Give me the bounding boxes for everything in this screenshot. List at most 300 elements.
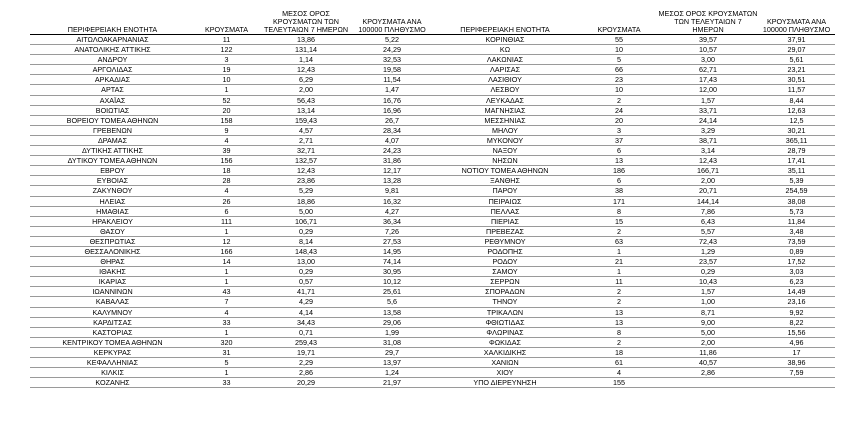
cases-cell: 24 — [580, 105, 658, 115]
cases-table-left — [30, 4, 430, 388]
table-row — [430, 125, 835, 135]
avg7-cell: 12,43 — [658, 156, 758, 166]
avg7-cell: 132,57 — [258, 156, 354, 166]
table-row — [30, 65, 430, 75]
avg7-cell: 12,00 — [658, 85, 758, 95]
region-cell: ΚΟΖΑΝΗΣ — [30, 378, 195, 388]
avg7-cell: 144,14 — [658, 196, 758, 206]
table-row — [430, 176, 835, 186]
cases-cell: 21 — [580, 257, 658, 267]
region-cell: ΠΕΛΛΑΣ — [430, 206, 580, 216]
header-cases: ΚΡΟΥΣΜΑΤΑ — [195, 4, 258, 35]
cases-cell: 8 — [580, 206, 658, 216]
table-body-right — [430, 35, 835, 388]
avg7-cell: 38,71 — [658, 135, 758, 145]
table-row — [30, 75, 430, 85]
table-row — [30, 246, 430, 256]
region-cell: ΗΛΕΙΑΣ — [30, 196, 195, 206]
table-row — [430, 246, 835, 256]
avg7-cell: 6,29 — [258, 75, 354, 85]
cases-cell: 171 — [580, 196, 658, 206]
avg7-cell — [658, 378, 758, 388]
per100k-cell: 31,08 — [354, 337, 430, 347]
region-cell: ΠΕΙΡΑΙΩΣ — [430, 196, 580, 206]
region-cell: ΦΛΩΡΙΝΑΣ — [430, 327, 580, 337]
table-row — [430, 317, 835, 327]
region-cell: ΛΕΥΚΑΔΑΣ — [430, 95, 580, 105]
per100k-cell: 27,53 — [354, 236, 430, 246]
avg7-cell: 33,71 — [658, 105, 758, 115]
table-row — [30, 226, 430, 236]
table-row — [430, 206, 835, 216]
cases-cell: 2 — [580, 226, 658, 236]
table-row — [30, 368, 430, 378]
avg7-cell: 39,57 — [658, 35, 758, 45]
avg7-cell: 159,43 — [258, 115, 354, 125]
per100k-cell: 5,39 — [758, 176, 835, 186]
region-cell: ΚΑΒΑΛΑΣ — [30, 297, 195, 307]
table-body-left — [30, 35, 430, 388]
avg7-cell: 2,00 — [658, 176, 758, 186]
table-row — [30, 196, 430, 206]
cases-cell: 1 — [580, 267, 658, 277]
region-cell: ΚΟΡΙΝΘΙΑΣ — [430, 35, 580, 45]
region-cell: ΚΕΦΑΛΛΗΝΙΑΣ — [30, 358, 195, 368]
avg7-cell: 1,00 — [658, 297, 758, 307]
per100k-cell: 1,99 — [354, 327, 430, 337]
per100k-cell: 9,92 — [758, 307, 835, 317]
avg7-cell: 2,86 — [258, 368, 354, 378]
avg7-cell: 2,29 — [258, 358, 354, 368]
region-cell: ΚΕΡΚΥΡΑΣ — [30, 347, 195, 357]
region-cell: ΙΘΑΚΗΣ — [30, 267, 195, 277]
table-row — [430, 226, 835, 236]
per100k-cell — [758, 378, 835, 388]
table-row — [430, 327, 835, 337]
table-row — [30, 45, 430, 55]
cases-cell: 4 — [580, 368, 658, 378]
region-cell: ΖΑΚΥΝΘΟΥ — [30, 186, 195, 196]
cases-cell: 156 — [195, 156, 258, 166]
avg7-cell: 41,71 — [258, 287, 354, 297]
avg7-cell: 148,43 — [258, 246, 354, 256]
avg7-cell: 4,29 — [258, 297, 354, 307]
header-avg7: ΜΕΣΟΣ ΟΡΟΣ ΚΡΟΥΣΜΑΤΩΝ ΤΩΝ ΤΕΛΕΥΤΑΙΩΝ 7 ΗΜΕΡΩΝ — [658, 4, 758, 35]
region-cell: ΔΡΑΜΑΣ — [30, 135, 195, 145]
table-row — [430, 307, 835, 317]
region-cell: ΒΟΙΩΤΙΑΣ — [30, 105, 195, 115]
table-row — [430, 347, 835, 357]
per100k-cell: 0,89 — [758, 246, 835, 256]
avg7-cell: 12,43 — [258, 166, 354, 176]
cases-cell: 63 — [580, 236, 658, 246]
per100k-cell: 23,21 — [758, 65, 835, 75]
cases-cell: 2 — [580, 95, 658, 105]
cases-cell: 320 — [195, 337, 258, 347]
avg7-cell: 3,14 — [658, 146, 758, 156]
avg7-cell: 0,57 — [258, 277, 354, 287]
per100k-cell: 10,12 — [354, 277, 430, 287]
cases-cell: 11 — [580, 277, 658, 287]
region-cell: ΑΧΑΪΑΣ — [30, 95, 195, 105]
avg7-cell: 7,86 — [658, 206, 758, 216]
per100k-cell: 11,54 — [354, 75, 430, 85]
header-per100k: ΚΡΟΥΣΜΑΤΑ ΑΝΑ 100000 ΠΛΗΘΥΣΜΟ — [354, 4, 430, 35]
avg7-cell: 23,86 — [258, 176, 354, 186]
table-row — [430, 287, 835, 297]
region-cell: ΑΙΤΩΛΟΑΚΑΡΝΑΝΙΑΣ — [30, 35, 195, 45]
table-row — [430, 105, 835, 115]
avg7-cell: 32,71 — [258, 146, 354, 156]
per100k-cell: 16,96 — [354, 105, 430, 115]
region-cell: ΛΑΡΙΣΑΣ — [430, 65, 580, 75]
header-cases: ΚΡΟΥΣΜΑΤΑ — [580, 4, 658, 35]
region-cell: ΛΕΣΒΟΥ — [430, 85, 580, 95]
region-cell: ΔΥΤΙΚΗΣ ΑΤΤΙΚΗΣ — [30, 146, 195, 156]
per100k-cell: 12,17 — [354, 166, 430, 176]
region-cell: ΘΑΣΟΥ — [30, 226, 195, 236]
cases-cell: 14 — [195, 257, 258, 267]
cases-cell: 3 — [580, 125, 658, 135]
avg7-cell: 1,29 — [658, 246, 758, 256]
table-row — [30, 307, 430, 317]
per100k-cell: 32,53 — [354, 55, 430, 65]
cases-cell: 43 — [195, 287, 258, 297]
cases-cell: 18 — [195, 166, 258, 176]
avg7-cell: 106,71 — [258, 216, 354, 226]
cases-cell: 4 — [195, 186, 258, 196]
cases-cell: 28 — [195, 176, 258, 186]
cases-cell: 6 — [195, 206, 258, 216]
per100k-cell: 37,91 — [758, 35, 835, 45]
cases-cell: 39 — [195, 146, 258, 156]
per100k-cell: 29,07 — [758, 45, 835, 55]
avg7-cell: 166,71 — [658, 166, 758, 176]
table-row — [430, 196, 835, 206]
region-cell: ΥΠΟ ΔΙΕΡΕΥΝΗΣΗ — [430, 378, 580, 388]
region-cell: ΦΘΙΩΤΙΔΑΣ — [430, 317, 580, 327]
per100k-cell: 16,32 — [354, 196, 430, 206]
cases-cell: 158 — [195, 115, 258, 125]
table-row — [30, 277, 430, 287]
region-cell: ΡΕΘΥΜΝΟΥ — [430, 236, 580, 246]
table-row — [430, 115, 835, 125]
cases-cell: 6 — [580, 176, 658, 186]
region-cell: ΑΡΚΑΔΙΑΣ — [30, 75, 195, 85]
avg7-cell: 5,29 — [258, 186, 354, 196]
avg7-cell: 1,57 — [658, 287, 758, 297]
cases-cell: 52 — [195, 95, 258, 105]
cases-cell: 1 — [195, 226, 258, 236]
cases-table-right — [430, 4, 835, 388]
avg7-cell: 10,57 — [658, 45, 758, 55]
per100k-cell: 13,97 — [354, 358, 430, 368]
cases-cell: 20 — [195, 105, 258, 115]
cases-cell: 13 — [580, 307, 658, 317]
cases-cell: 15 — [580, 216, 658, 226]
avg7-cell: 18,86 — [258, 196, 354, 206]
avg7-cell: 259,43 — [258, 337, 354, 347]
table-row — [430, 368, 835, 378]
region-cell: ΑΝΑΤΟΛΙΚΗΣ ΑΤΤΙΚΗΣ — [30, 45, 195, 55]
table-row — [430, 378, 835, 388]
region-cell: ΚΩ — [430, 45, 580, 55]
table-row — [30, 216, 430, 226]
table-row — [30, 95, 430, 105]
region-cell: ΠΡΕΒΕΖΑΣ — [430, 226, 580, 236]
per100k-cell: 4,07 — [354, 135, 430, 145]
per100k-cell: 4,27 — [354, 206, 430, 216]
cases-cell: 20 — [580, 115, 658, 125]
avg7-cell: 62,71 — [658, 65, 758, 75]
table-row — [430, 166, 835, 176]
region-cell: ΘΗΡΑΣ — [30, 257, 195, 267]
header-row — [430, 4, 835, 35]
per100k-cell: 25,61 — [354, 287, 430, 297]
region-cell: ΡΟΔΟΥ — [430, 257, 580, 267]
per100k-cell: 26,7 — [354, 115, 430, 125]
avg7-cell: 12,43 — [258, 65, 354, 75]
table-row — [430, 257, 835, 267]
avg7-cell: 17,43 — [658, 75, 758, 85]
region-cell: ΣΕΡΡΩΝ — [430, 277, 580, 287]
region-cell: ΙΩΑΝΝΙΝΩΝ — [30, 287, 195, 297]
per100k-cell: 23,16 — [758, 297, 835, 307]
avg7-cell: 0,29 — [258, 226, 354, 236]
table-row — [430, 236, 835, 246]
region-cell: ΑΡΤΑΣ — [30, 85, 195, 95]
cases-cell: 186 — [580, 166, 658, 176]
per100k-cell: 14,49 — [758, 287, 835, 297]
per100k-cell: 19,58 — [354, 65, 430, 75]
region-cell: ΠΑΡΟΥ — [430, 186, 580, 196]
per100k-cell: 8,44 — [758, 95, 835, 105]
cases-cell: 3 — [195, 55, 258, 65]
per100k-cell: 35,11 — [758, 166, 835, 176]
cases-cell: 55 — [580, 35, 658, 45]
cases-cell: 2 — [580, 287, 658, 297]
avg7-cell: 2,71 — [258, 135, 354, 145]
region-cell: ΠΙΕΡΙΑΣ — [430, 216, 580, 226]
table-row — [430, 297, 835, 307]
cases-cell: 10 — [580, 45, 658, 55]
avg7-cell: 4,14 — [258, 307, 354, 317]
table-row — [30, 257, 430, 267]
avg7-cell: 2,00 — [258, 85, 354, 95]
avg7-cell: 20,29 — [258, 378, 354, 388]
per100k-cell: 3,03 — [758, 267, 835, 277]
per100k-cell: 24,23 — [354, 146, 430, 156]
avg7-cell: 5,00 — [658, 327, 758, 337]
avg7-cell: 56,43 — [258, 95, 354, 105]
per100k-cell: 29,06 — [354, 317, 430, 327]
per100k-cell: 17,52 — [758, 257, 835, 267]
cases-cell: 13 — [580, 156, 658, 166]
region-cell: ΝΑΞΟΥ — [430, 146, 580, 156]
avg7-cell: 19,71 — [258, 347, 354, 357]
table-row — [30, 35, 430, 45]
table-row — [30, 105, 430, 115]
avg7-cell: 3,00 — [658, 55, 758, 65]
cases-cell: 2 — [580, 297, 658, 307]
avg7-cell: 0,29 — [658, 267, 758, 277]
table-row — [30, 125, 430, 135]
cases-cell: 6 — [580, 146, 658, 156]
cases-cell: 26 — [195, 196, 258, 206]
cases-cell: 1 — [195, 277, 258, 287]
cases-cell: 122 — [195, 45, 258, 55]
table-row — [430, 135, 835, 145]
region-cell: ΗΜΑΘΙΑΣ — [30, 206, 195, 216]
table-row — [30, 85, 430, 95]
per100k-cell: 29,7 — [354, 347, 430, 357]
region-cell: ΚΙΛΚΙΣ — [30, 368, 195, 378]
per100k-cell: 28,79 — [758, 146, 835, 156]
cases-cell: 4 — [195, 135, 258, 145]
cases-cell: 166 — [195, 246, 258, 256]
per100k-cell: 38,08 — [758, 196, 835, 206]
per100k-cell: 7,59 — [758, 368, 835, 378]
table-row — [430, 156, 835, 166]
avg7-cell: 13,14 — [258, 105, 354, 115]
table-row — [30, 176, 430, 186]
avg7-cell: 23,57 — [658, 257, 758, 267]
table-row — [30, 297, 430, 307]
table-row — [30, 135, 430, 145]
avg7-cell: 4,57 — [258, 125, 354, 135]
per100k-cell: 6,23 — [758, 277, 835, 287]
per100k-cell: 11,57 — [758, 85, 835, 95]
table-row — [430, 75, 835, 85]
per100k-cell: 14,95 — [354, 246, 430, 256]
per100k-cell: 74,14 — [354, 257, 430, 267]
per100k-cell: 24,29 — [354, 45, 430, 55]
avg7-cell: 131,14 — [258, 45, 354, 55]
region-cell: ΝΟΤΙΟΥ ΤΟΜΕΑ ΑΘΗΝΩΝ — [430, 166, 580, 176]
region-cell: ΛΑΚΩΝΙΑΣ — [430, 55, 580, 65]
avg7-cell: 5,00 — [258, 206, 354, 216]
region-cell: ΓΡΕΒΕΝΩΝ — [30, 125, 195, 135]
table-row — [30, 55, 430, 65]
region-cell: ΦΩΚΙΔΑΣ — [430, 337, 580, 347]
region-cell: ΧΑΛΚΙΔΙΚΗΣ — [430, 347, 580, 357]
header-region: ΠΕΡΙΦΕΡΕΙΑΚΗ ΕΝΟΤΗΤΑ — [30, 4, 195, 35]
cases-cell: 23 — [580, 75, 658, 85]
per100k-cell: 12,5 — [758, 115, 835, 125]
table-row — [30, 337, 430, 347]
table-row — [430, 65, 835, 75]
avg7-cell: 34,43 — [258, 317, 354, 327]
avg7-cell: 8,14 — [258, 236, 354, 246]
per100k-cell: 30,51 — [758, 75, 835, 85]
per100k-cell: 4,96 — [758, 337, 835, 347]
avg7-cell: 0,71 — [258, 327, 354, 337]
cases-cell: 66 — [580, 65, 658, 75]
per100k-cell: 5,61 — [758, 55, 835, 65]
table-row — [30, 267, 430, 277]
region-cell: ΤΡΙΚΑΛΩΝ — [430, 307, 580, 317]
cases-cell: 2 — [580, 337, 658, 347]
cases-cell: 33 — [195, 378, 258, 388]
cases-cell: 1 — [195, 267, 258, 277]
region-cell: ΜΕΣΣΗΝΙΑΣ — [430, 115, 580, 125]
avg7-cell: 5,57 — [658, 226, 758, 236]
region-cell: ΒΟΡΕΙΟΥ ΤΟΜΕΑ ΑΘΗΝΩΝ — [30, 115, 195, 125]
table-row — [30, 317, 430, 327]
cases-cell: 1 — [580, 246, 658, 256]
avg7-cell: 10,43 — [658, 277, 758, 287]
avg7-cell: 1,57 — [658, 95, 758, 105]
per100k-cell: 38,96 — [758, 358, 835, 368]
region-cell: ΑΝΔΡΟΥ — [30, 55, 195, 65]
per100k-cell: 21,97 — [354, 378, 430, 388]
table-row — [430, 55, 835, 65]
per100k-cell: 17,41 — [758, 156, 835, 166]
region-cell: ΘΕΣΣΑΛΟΝΙΚΗΣ — [30, 246, 195, 256]
table-row — [30, 146, 430, 156]
table-row — [30, 347, 430, 357]
region-cell: ΘΕΣΠΡΩΤΙΑΣ — [30, 236, 195, 246]
table-row — [430, 277, 835, 287]
cases-cell: 38 — [580, 186, 658, 196]
cases-cell: 31 — [195, 347, 258, 357]
table-row — [430, 146, 835, 156]
cases-cell: 1 — [195, 327, 258, 337]
avg7-cell: 72,43 — [658, 236, 758, 246]
cases-cell: 5 — [195, 358, 258, 368]
avg7-cell: 13,00 — [258, 257, 354, 267]
header-per100k: ΚΡΟΥΣΜΑΤΑ ΑΝΑ 100000 ΠΛΗΘΥΣΜΟ — [758, 4, 835, 35]
per100k-cell: 17 — [758, 347, 835, 357]
cases-cell: 5 — [580, 55, 658, 65]
cases-cell: 18 — [580, 347, 658, 357]
table-row — [430, 267, 835, 277]
cases-cell: 11 — [195, 35, 258, 45]
table-row — [430, 85, 835, 95]
cases-cell: 7 — [195, 297, 258, 307]
cases-cell: 155 — [580, 378, 658, 388]
per100k-cell: 365,11 — [758, 135, 835, 145]
avg7-cell: 0,29 — [258, 267, 354, 277]
avg7-cell: 24,14 — [658, 115, 758, 125]
cases-cell: 13 — [580, 317, 658, 327]
per100k-cell: 9,81 — [354, 186, 430, 196]
table-row — [30, 115, 430, 125]
region-cell: ΑΡΓΟΛΙΔΑΣ — [30, 65, 195, 75]
avg7-cell: 13,86 — [258, 35, 354, 45]
region-cell: ΤΗΝΟΥ — [430, 297, 580, 307]
per100k-cell: 28,34 — [354, 125, 430, 135]
table-row — [430, 186, 835, 196]
per100k-cell: 30,21 — [758, 125, 835, 135]
cases-cell: 9 — [195, 125, 258, 135]
region-cell: ΚΑΡΔΙΤΣΑΣ — [30, 317, 195, 327]
cases-cell: 37 — [580, 135, 658, 145]
header-avg7: ΜΕΣΟΣ ΟΡΟΣ ΚΡΟΥΣΜΑΤΩΝ ΤΩΝ ΤΕΛΕΥΤΑΙΩΝ 7 ΗΜΕΡΩΝ — [258, 4, 354, 35]
table-row — [30, 206, 430, 216]
table-row — [30, 186, 430, 196]
per100k-cell: 13,28 — [354, 176, 430, 186]
cases-cell: 1 — [195, 85, 258, 95]
avg7-cell: 1,14 — [258, 55, 354, 65]
region-cell: ΗΡΑΚΛΕΙΟΥ — [30, 216, 195, 226]
per100k-cell: 8,22 — [758, 317, 835, 327]
table-row — [430, 358, 835, 368]
avg7-cell: 2,00 — [658, 337, 758, 347]
table-row — [30, 327, 430, 337]
per100k-cell: 5,6 — [354, 297, 430, 307]
region-cell: ΡΟΔΟΠΗΣ — [430, 246, 580, 256]
